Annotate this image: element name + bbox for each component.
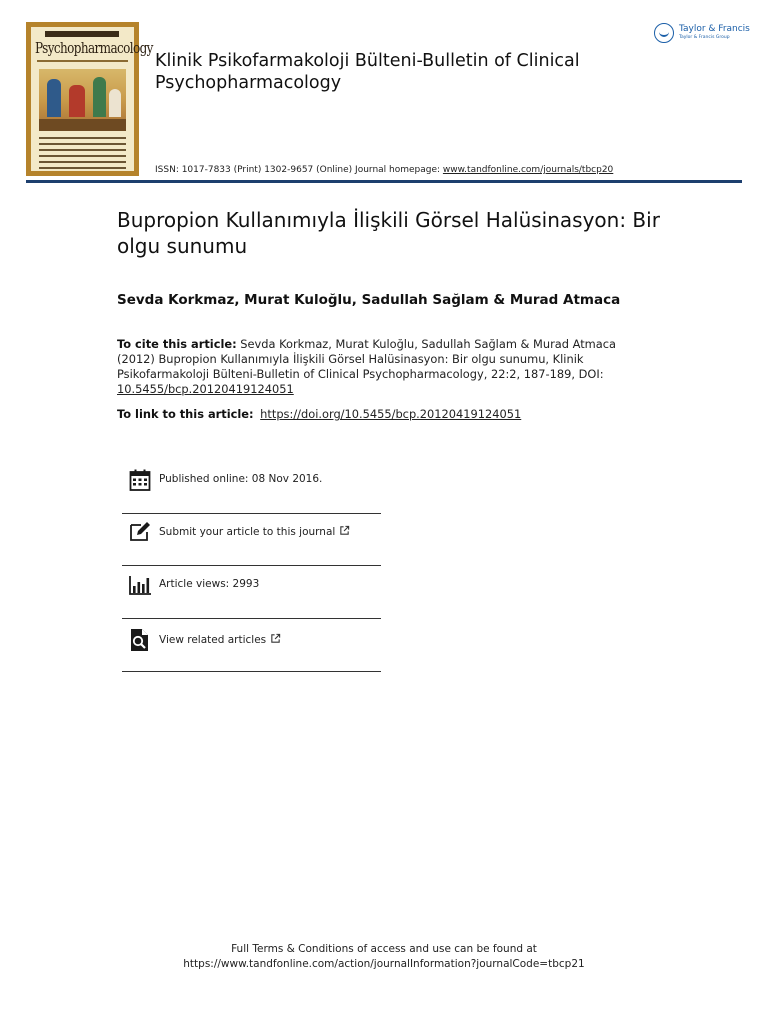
published-online-row: [124, 468, 380, 502]
cover-text-lines: [39, 137, 126, 173]
journal-title: Klinik Psikofarmakoloji Bülteni-Bulletin of Clinical Psychopharmacology: [155, 51, 580, 93]
footer-line-1: Full Terms & Conditions of access and use can be found at: [231, 943, 537, 955]
article-views-row: [124, 573, 380, 607]
publisher-name: Taylor & Francis: [679, 24, 750, 34]
article-doi-link[interactable]: https://doi.org/10.5455/bcp.20120419124051: [260, 407, 522, 421]
search-document-icon: [128, 628, 152, 652]
edit-icon: [128, 520, 152, 544]
article-link-line: [117, 407, 521, 421]
cover-illustration: [39, 69, 126, 131]
journal-homepage-link[interactable]: www.tandfonline.com/journals/tbcp20: [442, 165, 614, 175]
external-link-icon: [339, 525, 350, 536]
issn-line: [155, 165, 613, 175]
article-views-label: Article views: 2993: [159, 578, 260, 590]
cite-label: To cite this article:: [117, 337, 237, 351]
journal-cover-image: [26, 22, 153, 176]
external-link-icon: [270, 633, 281, 644]
citation-block: [117, 337, 657, 397]
article-title: Bupropion Kullanımıyla İlişkili Görsel Halüsinasyon: Bir olgu sunumu: [117, 208, 660, 258]
cover-band: [45, 31, 119, 37]
publisher-logo-icon: [654, 23, 674, 43]
calendar-icon: [128, 468, 152, 492]
link-label: To link to this article:: [117, 407, 254, 421]
published-online-label: Published online: 08 Nov 2016.: [159, 473, 323, 485]
submit-article-link[interactable]: [159, 525, 350, 538]
issn-text: ISSN: 1017-7833 (Print) 1302-9657 (Online) Journal homepage:: [155, 165, 443, 175]
submit-article-row[interactable]: [124, 520, 380, 554]
footer-terms-link[interactable]: https://www.tandfonline.com/action/journalInformation?journalCode=tbcp21: [183, 958, 585, 970]
related-articles-link[interactable]: [159, 633, 281, 646]
article-authors: Sevda Korkmaz, Murat Kuloğlu, Sadullah Sağlam & Murad Atmaca: [117, 292, 621, 308]
cover-inner: [31, 27, 153, 171]
cite-text: Sevda Korkmaz, Murat Kuloğlu, Sadullah Sağlam & Murad Atmaca (2012) Bupropion Kullanımıyla İlişkili Görsel Halüsinasyon: Bir olgu sunumu, Klinik Psikofarmakoloji Bülteni-Bulletin of Clinical Psychopharmacology, 22:2, 187-189, DOI:: [117, 337, 616, 381]
meta-divider: [122, 671, 381, 672]
related-articles-label: View related articles: [159, 634, 267, 646]
footer-terms: [0, 942, 768, 972]
submit-article-label: Submit your article to this journal: [159, 526, 336, 538]
bar-chart-icon: [128, 573, 152, 597]
cover-subtitle-rule: [37, 60, 128, 62]
cover-title: Psychopharmacology: [35, 39, 153, 57]
meta-divider: [122, 618, 381, 619]
meta-divider: [122, 565, 381, 566]
publisher-logo[interactable]: [654, 22, 754, 48]
cite-doi-link[interactable]: 10.5455/bcp.20120419124051: [117, 382, 294, 396]
related-articles-row[interactable]: [124, 628, 380, 662]
header-divider: [26, 180, 742, 183]
meta-divider: [122, 513, 381, 514]
publisher-tagline: Taylor & Francis Group: [679, 35, 730, 40]
